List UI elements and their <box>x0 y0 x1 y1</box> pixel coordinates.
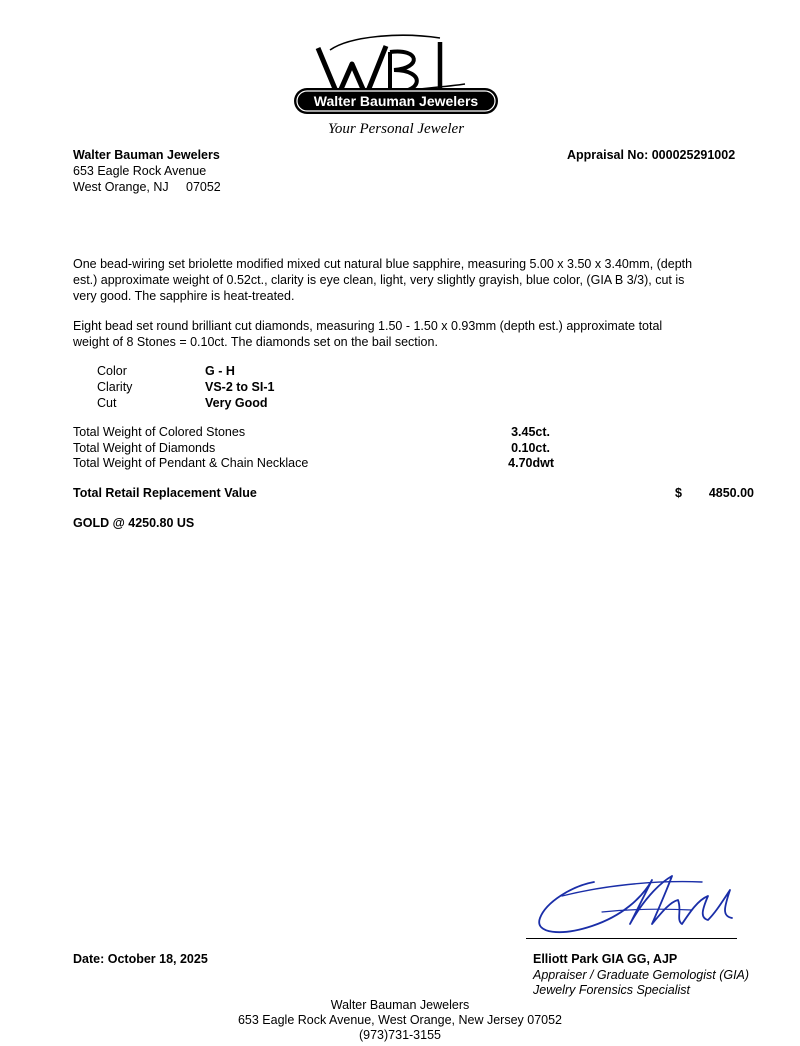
currency-symbol: $ <box>675 486 682 500</box>
footer-address: 653 Eagle Rock Avenue, West Orange, New Jersey 07052 <box>237 1013 563 1027</box>
company-address-line2: West Orange, NJ 07052 <box>73 180 221 194</box>
weight-value-diamonds: 0.10ct. <box>511 441 550 455</box>
gold-price: GOLD @ 4250.80 US <box>73 516 195 530</box>
footer-company: Walter Bauman Jewelers <box>330 998 470 1012</box>
grade-value-cut: Very Good <box>205 396 268 410</box>
grade-label-clarity: Clarity <box>97 380 133 394</box>
replacement-value-amount: 4850.00 <box>708 486 754 500</box>
weight-label-diamonds: Total Weight of Diamonds <box>73 441 216 455</box>
company-address-line1: 653 Eagle Rock Avenue <box>73 164 207 178</box>
footer-phone: (973)731-3155 <box>358 1028 441 1042</box>
company-logo <box>290 28 502 140</box>
sapphire-description: One bead-wiring set briolette modified mixed cut natural blue sapphire, measuring 5.00 x 3.50 x 3.40mm, (depth est.) approximate weight of 0.52ct., clarity is eye clean, light, very slightly grayish, blue color, (GIA B 3/3), cut is very good. The sapphire is heat-treated. <box>73 257 693 303</box>
logo-name: Walter Bauman Jewelers <box>313 93 479 109</box>
appraiser-title: Appraiser / Graduate Gemologist (GIA) <box>533 968 750 982</box>
appraisal-date: Date: October 18, 2025 <box>73 952 208 966</box>
appraiser-specialty: Jewelry Forensics Specialist <box>533 983 690 997</box>
appraiser-signature <box>532 872 738 944</box>
diamond-description: Eight bead set round brilliant cut diamonds, measuring 1.50 - 1.50 x 0.93mm (depth est.) approximate total weight of 8 Stones = 0.10ct. The diamonds set on the bail section. <box>73 319 663 349</box>
replacement-value-label: Total Retail Replacement Value <box>73 486 257 500</box>
company-name: Walter Bauman Jewelers <box>73 148 220 162</box>
appraisal-number: Appraisal No: 000025291002 <box>567 148 736 162</box>
grade-label-cut: Cut <box>97 396 117 410</box>
signature-line <box>526 938 737 939</box>
weight-label-pendant: Total Weight of Pendant & Chain Necklace <box>73 456 309 470</box>
grade-value-clarity: VS-2 to SI-1 <box>205 380 275 394</box>
grade-value-color: G - H <box>205 364 235 378</box>
weight-label-colored-stones: Total Weight of Colored Stones <box>73 425 246 439</box>
weight-value-pendant: 4.70dwt <box>508 456 554 470</box>
grade-label-color: Color <box>97 364 127 378</box>
logo-tagline: Your Personal Jeweler <box>327 121 465 137</box>
weight-value-colored-stones: 3.45ct. <box>511 425 550 439</box>
appraiser-name: Elliott Park GIA GG, AJP <box>533 952 678 966</box>
